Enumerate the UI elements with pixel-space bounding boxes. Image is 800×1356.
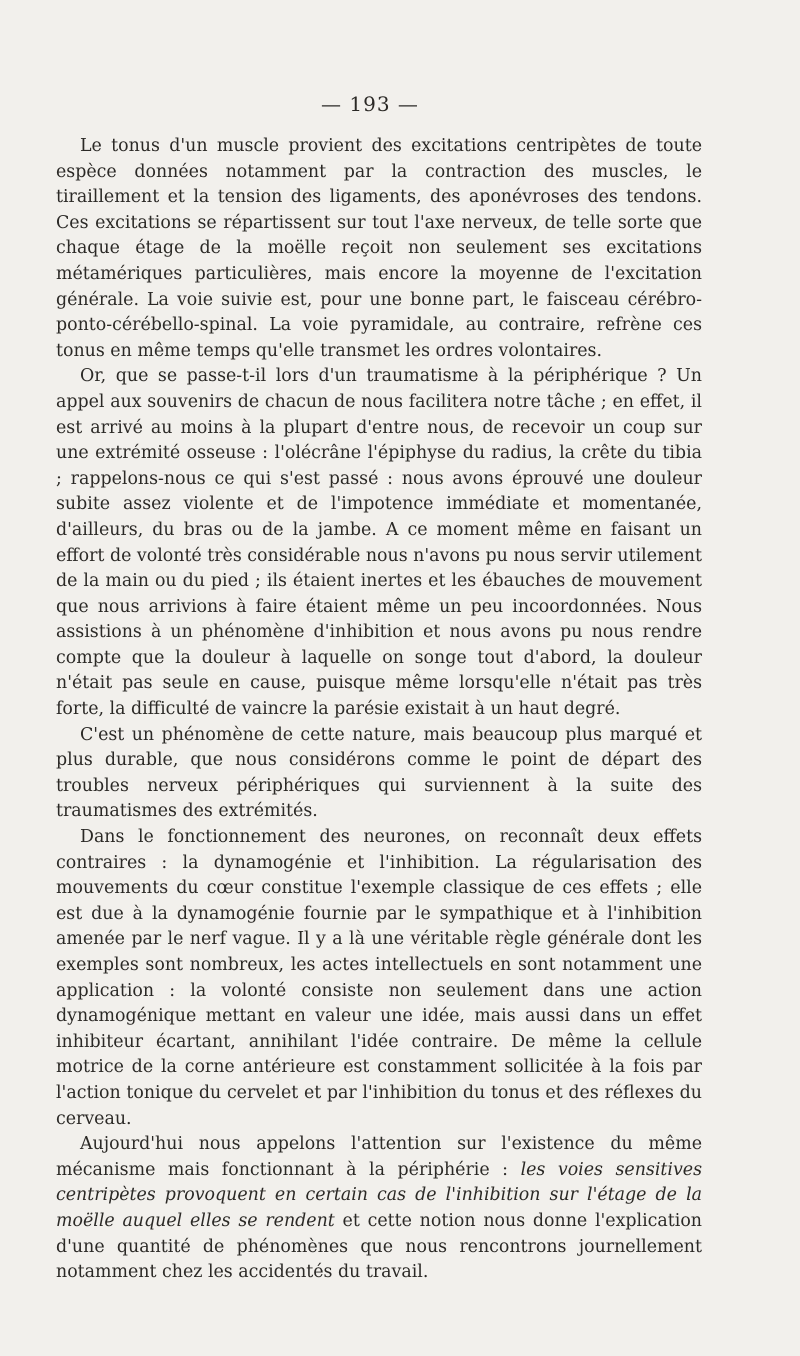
paragraph-aujourdhui-start: Aujourd'hui nous appelons l'attention sur l'existence du même mécanisme mais fonctionnant à la périphérie : [56,1134,702,1180]
paragraph-neurones: Dans le fonctionnement des neurones, on reconnaît deux effets contraires : la dynamogénie et l'inhibition. La régularisation des mouvements du cœur constitue l'exemple classique de ces effets ; elle est due à la dynamogénie fournie par le sympathique et à l'inhibition amenée par le nerf vague. Il y a là une véritable règle générale dont les exemples sont nombreux, les actes intellectuels en sont notamment une application : la volonté consiste non seulement dans une action dynamogénique mettant en valeur une idée, mais aussi dans un effet inhibiteur écartant, annihilant l'idée contraire. De même la cellule motrice de la corne antérieure est constamment sollicitée à la fois par l'action tonique du cervelet et par l'inhibition du tonus et des réflexes du cerveau. [56,827,702,1129]
paragraph-aujourdhui-emphasis: les voies sensitives centripètes provoquent en certain cas de l'inhibition sur l'étage de la moëlle auquel elles se rendent [56,1159,702,1231]
body-text [56,134,702,1286]
paragraph-tonus: Le tonus d'un muscle provient des excitations centripètes de toute espèce données notamment par la contraction des muscles, le tiraillement et la tension des ligaments, des aponévroses des tendons. Ces excitations se répartissent sur tout l'axe nerveux, de telle sorte que chaque étage de la moëlle reçoit non seulement ses excitations métamériques particulières, mais encore la moyenne de l'excitation générale. La voie suivie est, pour une bonne part, le faisceau cérébro-ponto-cérébello-spinal. La voie pyramidale, au contraire, refrène ces tonus en même temps qu'elle transmet les ordres volontaires. [56,136,702,361]
paragraph-aujourdhui [56,1132,702,1286]
page-number: — 193 — [321,92,419,116]
paragraph-phenomene: C'est un phénomène de cette nature, mais beaucoup plus marqué et plus durable, que nous considérons comme le point de départ des troubles nerveux périphériques qui surviennent à la suite des traumatismes des extrémités. [56,724,702,822]
paragraph-aujourdhui-end: et cette notion nous donne l'explication d'une quantité de phénomènes que nous rencontrons journellement notamment chez les accidentés du travail. [56,1210,702,1283]
paragraph-traumatisme: Or, que se passe-t-il lors d'un traumatisme à la périphérique ? Un appel aux souvenirs de chacun de nous facilitera notre tâche ; en effet, il est arrivé au moins à la plupart d'entre nous, de recevoir un coup sur une extrémité osseuse : l'olécrâne l'épiphyse du radius, la crête du tibia ; rappelons-nous ce qui s'est passé : nous avons éprouvé une douleur subite assez violente et de l'impotence immédiate et momentanée, d'ailleurs, du bras ou de la jambe. A ce moment même en faisant un effort de volonté très considérable nous n'avons pu nous servir utilement de la main ou du pied ; ils étaient inertes et les ébauches de mouvement que nous arrivions à faire étaient même un peu incoordonnées. Nous assistions à un phénomène d'inhibition et nous avons pu nous rendre compte que la douleur à laquelle on songe tout d'abord, la douleur n'était pas seule en cause, puisque même lorsqu'elle n'était pas très forte, la difficulté de vaincre la parésie existait à un haut degré. [56,366,702,720]
